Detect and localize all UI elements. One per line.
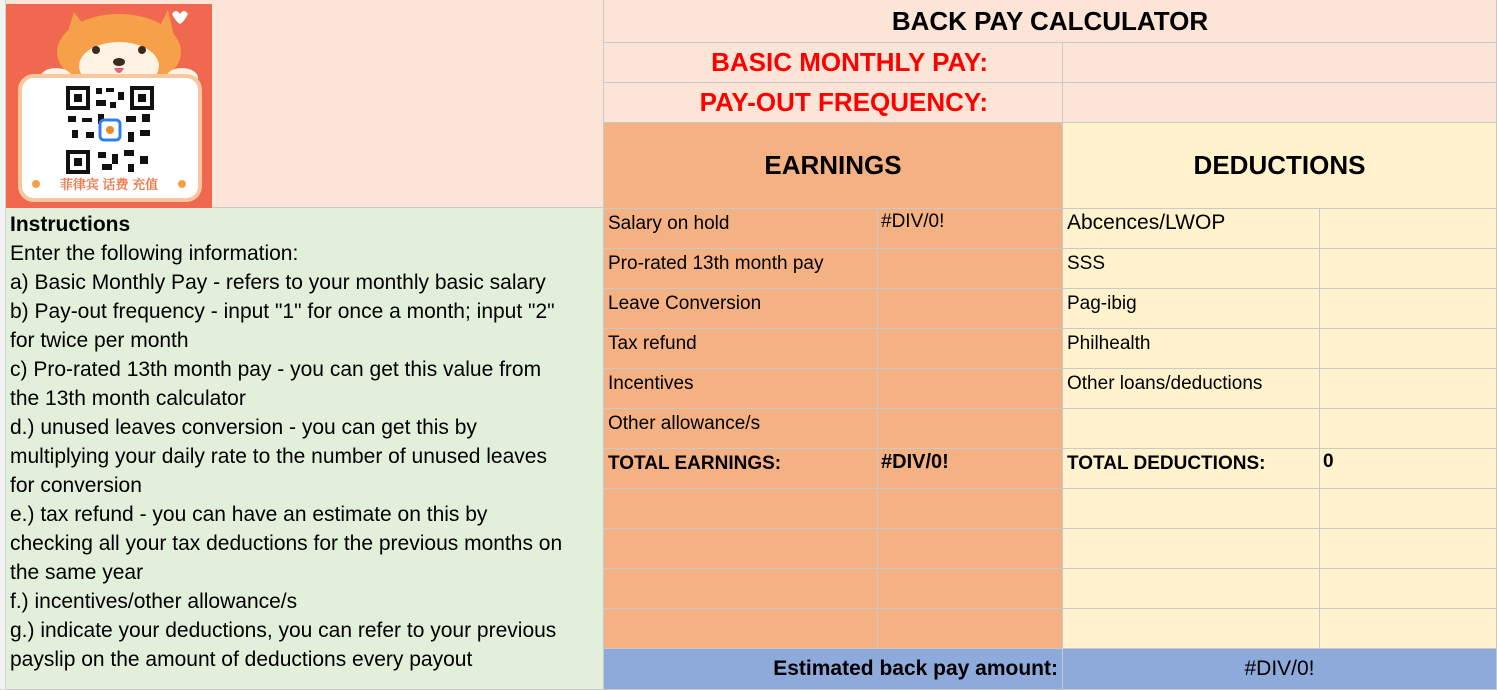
instructions-panel — [6, 208, 604, 690]
empty-deductions-cell[interactable] — [1320, 609, 1497, 649]
basic-monthly-pay-label: BASIC MONTHLY PAY: — [604, 43, 1063, 83]
instruction-line: c) Pro-rated 13th month pay - you can get this value from — [10, 358, 542, 381]
instruction-line: e.) tax refund - you can have an estimate on this by — [10, 503, 488, 526]
deductions-value-empty[interactable] — [1320, 409, 1497, 449]
earnings-label-13th-month: Pro-rated 13th month pay — [604, 249, 878, 289]
deductions-value-other-loans[interactable] — [1320, 369, 1497, 409]
instruction-line: a) Basic Monthly Pay - refers to your monthly basic salary — [10, 271, 546, 294]
earnings-header: EARNINGS — [604, 123, 1063, 209]
earnings-value-tax-refund[interactable] — [878, 329, 1063, 369]
instruction-line: for twice per month — [10, 329, 189, 352]
empty-deductions-cell[interactable] — [1063, 569, 1320, 609]
empty-deductions-cell[interactable] — [1320, 489, 1497, 529]
empty-earnings-cell[interactable] — [878, 569, 1063, 609]
instruction-line: for conversion — [10, 474, 142, 497]
earnings-label-other-allowance: Other allowance/s — [604, 409, 878, 449]
empty-deductions-cell[interactable] — [1063, 609, 1320, 649]
earnings-label-salary-on-hold: Salary on hold — [604, 209, 878, 249]
instruction-line: the 13th month calculator — [10, 387, 246, 410]
empty-earnings-cell[interactable] — [878, 489, 1063, 529]
logo-caption: 菲律宾 话费 充值 — [59, 177, 159, 192]
instruction-line: Enter the following information: — [10, 242, 299, 265]
earnings-label-incentives: Incentives — [604, 369, 878, 409]
empty-deductions-cell[interactable] — [1063, 489, 1320, 529]
deductions-header: DEDUCTIONS — [1063, 123, 1497, 209]
basic-monthly-pay-input[interactable] — [1063, 43, 1497, 83]
deductions-value-pag-ibig[interactable] — [1320, 289, 1497, 329]
empty-deductions-cell[interactable] — [1320, 529, 1497, 569]
instruction-line: the same year — [10, 561, 144, 584]
payout-frequency-label: PAY-OUT FREQUENCY: — [604, 83, 1063, 123]
total-earnings-label: TOTAL EARNINGS: — [604, 449, 878, 489]
deductions-label-philhealth: Philhealth — [1063, 329, 1320, 369]
empty-earnings-cell[interactable] — [604, 569, 878, 609]
instruction-line: g.) indicate your deductions, you can refer to your previous — [10, 619, 557, 642]
total-deductions-value[interactable]: 0 — [1320, 449, 1497, 489]
empty-earnings-cell[interactable] — [604, 529, 878, 569]
sheet-title: BACK PAY CALCULATOR — [604, 0, 1497, 43]
instruction-line: b) Pay-out frequency - input "1" for once a month; input "2" — [10, 300, 555, 323]
total-deductions-label: TOTAL DEDUCTIONS: — [1063, 449, 1320, 489]
deductions-value-absences[interactable] — [1320, 209, 1497, 249]
empty-deductions-cell[interactable] — [1063, 529, 1320, 569]
deductions-value-philhealth[interactable] — [1320, 329, 1497, 369]
earnings-label-tax-refund: Tax refund — [604, 329, 878, 369]
empty-earnings-cell[interactable] — [604, 609, 878, 649]
instruction-line: f.) incentives/other allowance/s — [10, 590, 298, 613]
instruction-line: multiplying your daily rate to the number of unused leaves — [10, 445, 547, 468]
instruction-line: d.) unused leaves conversion - you can get this by — [10, 416, 477, 439]
instruction-line: checking all your tax deductions for the previous months on — [10, 532, 563, 555]
deductions-label-other-loans: Other loans/deductions — [1063, 369, 1320, 409]
earnings-value-leave-conversion[interactable] — [878, 289, 1063, 329]
payout-frequency-input[interactable] — [1063, 83, 1497, 123]
instruction-line: payslip on the amount of deductions every payout — [10, 648, 473, 671]
earnings-value-other-allowance[interactable] — [878, 409, 1063, 449]
deductions-value-sss[interactable] — [1320, 249, 1497, 289]
deductions-label-sss: SSS — [1063, 249, 1320, 289]
deductions-label-absences: Abcences/LWOP — [1063, 209, 1320, 249]
empty-deductions-cell[interactable] — [1320, 569, 1497, 609]
earnings-value-salary-on-hold[interactable]: #DIV/0! — [878, 209, 1063, 249]
estimated-back-pay-label: Estimated back pay amount: — [604, 649, 1063, 690]
estimated-back-pay-value[interactable]: #DIV/0! — [1063, 649, 1497, 690]
empty-earnings-cell[interactable] — [878, 609, 1063, 649]
earnings-label-leave-conversion: Leave Conversion — [604, 289, 878, 329]
instructions-heading: Instructions — [10, 213, 131, 236]
deductions-label-pag-ibig: Pag-ibig — [1063, 289, 1320, 329]
deductions-label-empty — [1063, 409, 1320, 449]
earnings-value-incentives[interactable] — [878, 369, 1063, 409]
empty-earnings-cell[interactable] — [604, 489, 878, 529]
empty-earnings-cell[interactable] — [878, 529, 1063, 569]
earnings-value-13th-month[interactable] — [878, 249, 1063, 289]
logo-image — [6, 4, 212, 208]
total-earnings-value[interactable]: #DIV/0! — [878, 449, 1063, 489]
